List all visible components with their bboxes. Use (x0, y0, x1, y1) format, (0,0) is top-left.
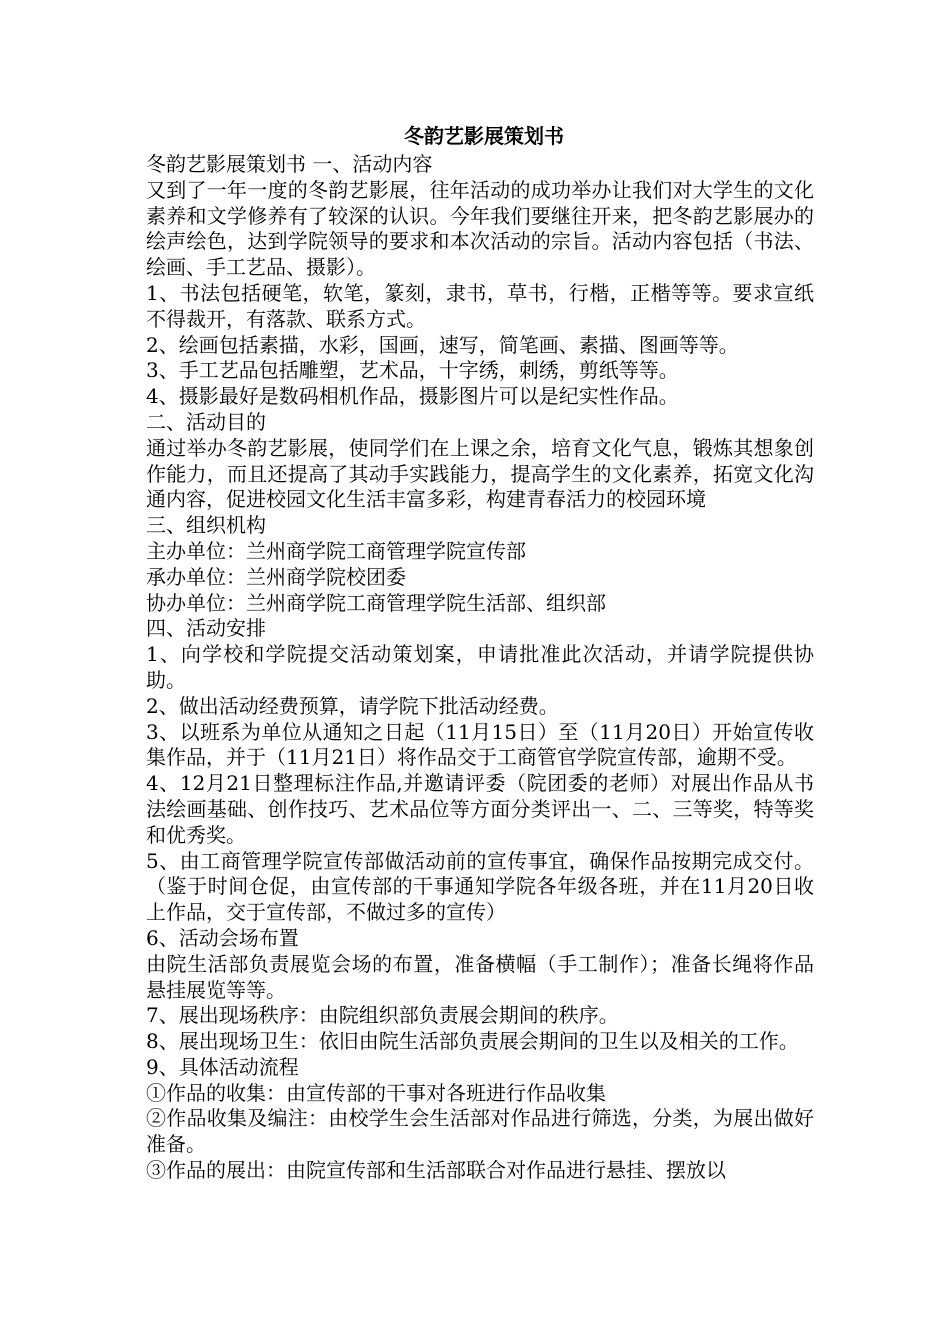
body-paragraph: 主办单位：兰州商学院工商管理学院宣传部 (146, 538, 526, 563)
body-paragraph: ③作品的展出：由院宣传部和生活部联合对作品进行悬挂、摆放以 (146, 1158, 726, 1183)
body-paragraph: 三、组织机构 (146, 513, 266, 538)
body-paragraph: 4、12月21日整理标注作品,并邀请评委（院团委的老师）对展出作品从书法绘画基础、创作技巧、艺术品位等方面分类评出一、二、三等奖，特等奖和优秀奖。 (146, 771, 814, 847)
body-paragraph: 3、以班系为单位从通知之日起（11月15日）至（11月20日）开始宣传收集作品，并于（11月21日）将作品交于工商管官学院宣传部，逾期不受。 (146, 719, 814, 770)
body-paragraph: 冬韵艺影展策划书 一、活动内容 (146, 152, 433, 176)
body-paragraph: 6、活动会场布置 (146, 925, 299, 950)
body-paragraph: ①作品的收集：由宣传部的干事对各班进行作品收集 (146, 1080, 606, 1105)
body-paragraph: 3、手工艺品包括雕塑，艺术品，十字绣，刺绣，剪纸等等。 (146, 358, 679, 383)
body-paragraph: 通过举办冬韵艺影展，使同学们在上课之余，培育文化气息，锻炼其想象创作能力，而且还提高了其动手实践能力，提高学生的文化素养，拓宽文化沟通内容，促进校园文化生活丰富多彩，构建青春活力的校园环境 (146, 435, 814, 512)
body-paragraph: 承办单位：兰州商学院校团委 (146, 564, 406, 589)
body-paragraph: 4、摄影最好是数码相机作品，摄影图片可以是纪实性作品。 (146, 384, 679, 409)
body-paragraph: 四、活动安排 (146, 616, 266, 641)
body-paragraph: 二、活动目的 (146, 409, 266, 434)
document-body (146, 152, 814, 1184)
body-paragraph: 1、书法包括硬笔，软笔，篆刻，隶书，草书，行楷，正楷等等。要求宣纸不得裁开，有落款、联系方式。 (146, 280, 814, 331)
body-paragraph: 7、展出现场秩序：由院组织部负责展会期间的秩序。 (146, 1003, 619, 1028)
body-paragraph: 9、具体活动流程 (146, 1054, 299, 1079)
body-paragraph: 5、由工商管理学院宣传部做活动前的宣传事宜，确保作品按期完成交付。（鉴于时间仓促，由宣传部的干事通知学院各年级各班，并在11月20日收上作品，交于宣传部，不做过多的宣传） (146, 848, 814, 925)
body-paragraph: 又到了一年一度的冬韵艺影展，往年活动的成功举办让我们对大学生的文化素养和文学修养有了较深的认识。今年我们要继往开来，把冬韵艺影展办的绘声绘色，达到学院领导的要求和本次活动的宗旨。活动内容包括（书法、绘画、手工艺品、摄影）。 (146, 177, 814, 280)
body-paragraph: 2、绘画包括素描，水彩，国画，速写，简笔画、素描、图画等等。 (146, 332, 739, 357)
body-paragraph: ②作品收集及编注：由校学生会生活部对作品进行筛选，分类，为展出做好准备。 (146, 1106, 814, 1157)
body-paragraph: 协办单位：兰州商学院工商管理学院生活部、组织部 (146, 590, 606, 615)
body-paragraph: 1、向学校和学院提交活动策划案，申请批准此次活动，并请学院提供协助。 (146, 642, 814, 692)
body-paragraph: 2、做出活动经费预算，请学院下批活动经费。 (146, 693, 559, 718)
document-title: 冬韵艺影展策划书 (404, 124, 564, 148)
document-page (146, 120, 814, 1184)
body-paragraph: 由院生活部负责展览会场的布置，准备横幅（手工制作）；准备长绳将作品悬挂展览等等。 (146, 951, 814, 1002)
body-paragraph: 8、展出现场卫生：依旧由院生活部负责展会期间的卫生以及相关的工作。 (146, 1029, 799, 1054)
